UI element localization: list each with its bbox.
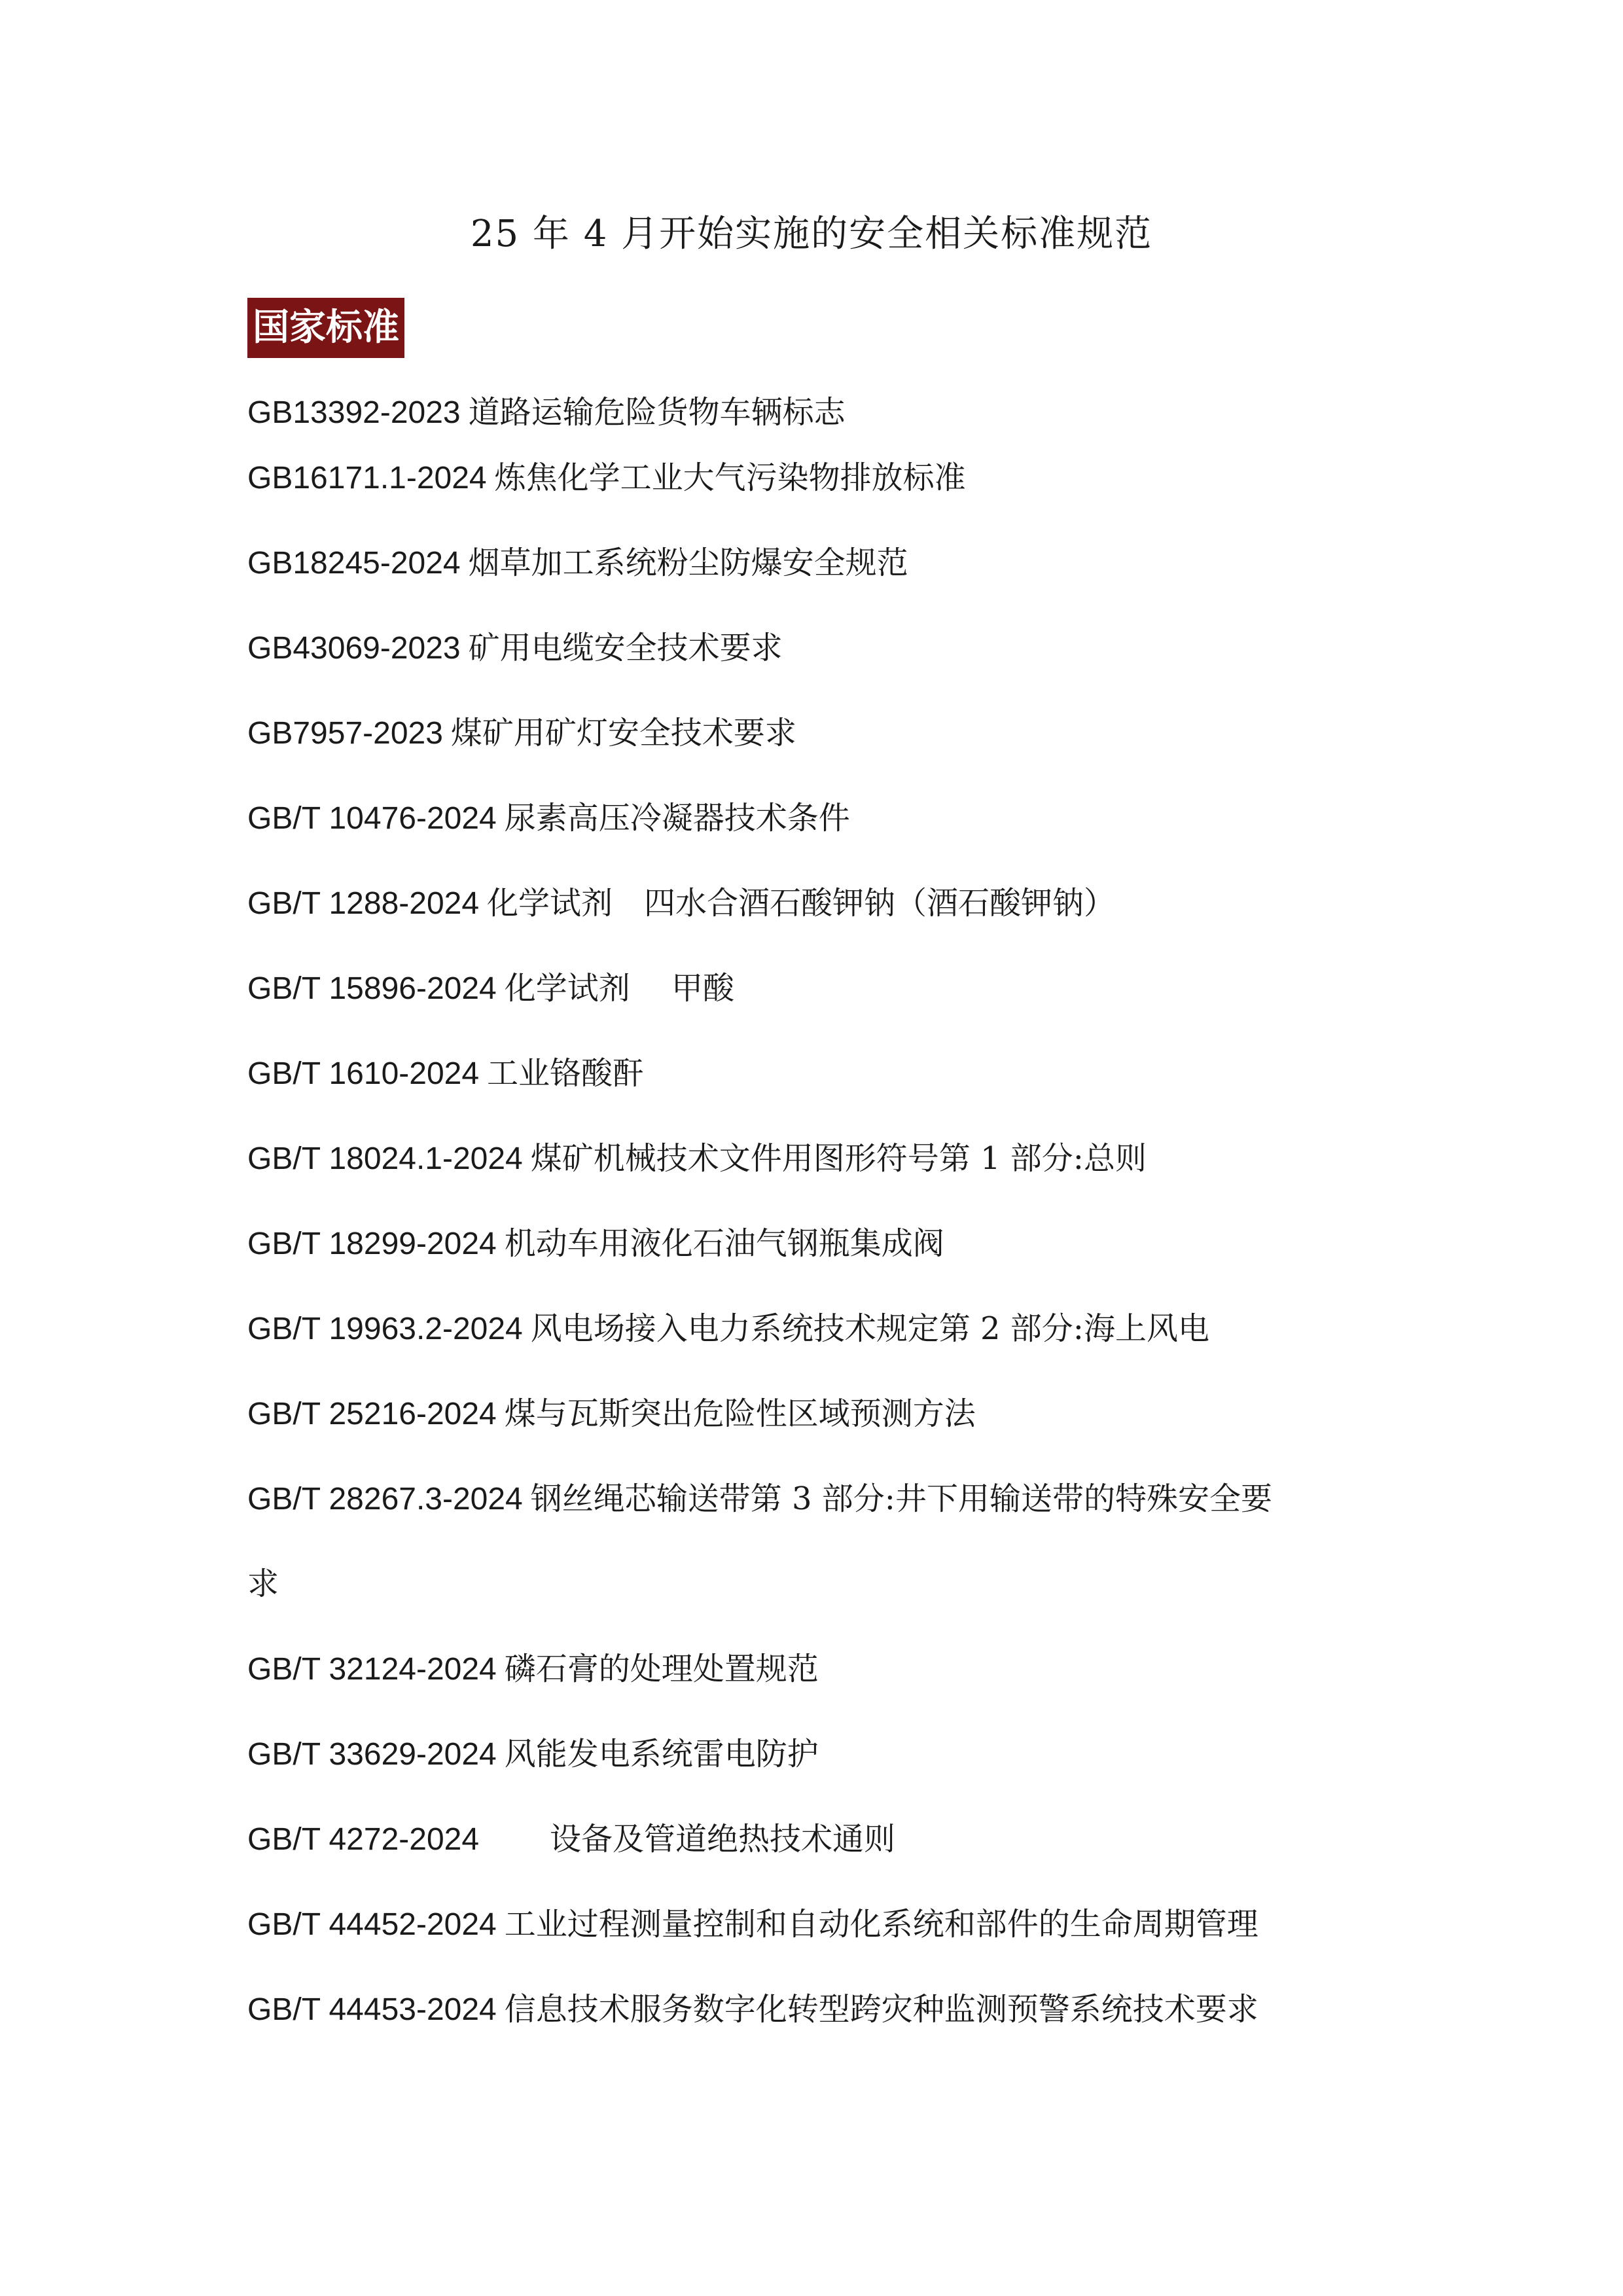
standard-name: 道路运输危险货物车辆标志	[468, 394, 846, 431]
section-label-national-standards: 国家标准	[247, 298, 404, 358]
standard-entry	[247, 393, 846, 433]
standard-name-continuation: 求	[247, 1566, 279, 1602]
standard-code: GB43069-2023	[247, 631, 461, 666]
document-title: 25 年 4 月开始实施的安全相关标准规范	[470, 213, 1153, 255]
standard-name: 设备及管道绝热技术通则	[487, 1821, 896, 1857]
standard-entry	[247, 543, 908, 583]
standard-code: GB/T 18299-2024	[247, 1227, 497, 1261]
standard-code: GB/T 10476-2024	[247, 801, 497, 836]
standard-entry	[247, 1054, 644, 1094]
standard-entry	[247, 1990, 1258, 2030]
standard-name: 钢丝绳芯输送带第 3 部分:井下用输送带的特殊安全要	[530, 1480, 1272, 1517]
standard-code: GB/T 32124-2024	[247, 1652, 497, 1687]
standard-code: GB/T 44453-2024	[247, 1992, 497, 2027]
standard-entry	[247, 1394, 976, 1434]
standard-code: GB/T 1610-2024	[247, 1056, 480, 1091]
standard-entry	[247, 1820, 895, 1859]
standard-code: GB7957-2023	[247, 716, 443, 751]
standard-entry	[247, 1224, 944, 1264]
standard-entry	[247, 628, 783, 668]
standard-code: GB13392-2023	[247, 395, 461, 430]
standard-name: 风能发电系统雷电防护	[504, 1736, 819, 1772]
standard-code: GB/T 25216-2024	[247, 1397, 497, 1431]
standard-code: GB18245-2024	[247, 546, 461, 581]
standard-code: GB/T 15896-2024	[247, 971, 497, 1006]
standard-code: GB/T 4272-2024	[247, 1822, 480, 1857]
standard-entry	[247, 1734, 819, 1774]
standard-entry	[247, 798, 850, 838]
standard-entry	[247, 969, 734, 1009]
standard-code: GB/T 19963.2-2024	[247, 1312, 523, 1346]
standard-name: 工业过程测量控制和自动化系统和部件的生命周期管理	[504, 1906, 1258, 1943]
standard-name: 磷石膏的处理处置规范	[504, 1651, 819, 1687]
standard-entry	[247, 1479, 1272, 1519]
standard-entry	[247, 713, 796, 753]
standard-entry	[247, 458, 966, 498]
standard-name: 烟草加工系统粉尘防爆安全规范	[468, 545, 908, 581]
standard-entry	[247, 1139, 1147, 1179]
standard-entry	[247, 884, 1115, 924]
standard-name: 化学试剂 甲酸	[504, 970, 734, 1007]
standard-entry	[247, 1905, 1258, 1945]
standard-name: 矿用电缆安全技术要求	[468, 630, 783, 666]
standard-code: GB16171.1-2024	[247, 461, 487, 495]
standard-name: 煤矿用矿灯安全技术要求	[450, 715, 796, 751]
standard-code: GB/T 18024.1-2024	[247, 1141, 523, 1176]
standard-code: GB/T 33629-2024	[247, 1737, 497, 1772]
standard-entry	[247, 1649, 819, 1689]
standard-name: 炼焦化学工业大气污染物排放标准	[494, 459, 966, 496]
standard-name: 煤矿机械技术文件用图形符号第 1 部分:总则	[530, 1140, 1147, 1177]
standard-code: GB/T 1288-2024	[247, 886, 480, 921]
standard-entry	[247, 1309, 1209, 1349]
standard-name: 工业铬酸酐	[487, 1055, 645, 1092]
standard-name: 机动车用液化石油气钢瓶集成阀	[504, 1225, 944, 1262]
standard-name: 尿素高压冷凝器技术条件	[504, 800, 850, 836]
standard-name: 信息技术服务数字化转型跨灾种监测预警系统技术要求	[504, 1991, 1258, 2028]
standard-code: GB/T 44452-2024	[247, 1907, 497, 1942]
standard-name: 风电场接入电力系统技术规定第 2 部分:海上风电	[530, 1310, 1209, 1347]
standard-name: 煤与瓦斯突出危险性区域预测方法	[504, 1395, 976, 1432]
standard-name: 化学试剂 四水合酒石酸钾钠（酒石酸钾钠）	[487, 885, 1116, 922]
standard-code: GB/T 28267.3-2024	[247, 1482, 523, 1516]
